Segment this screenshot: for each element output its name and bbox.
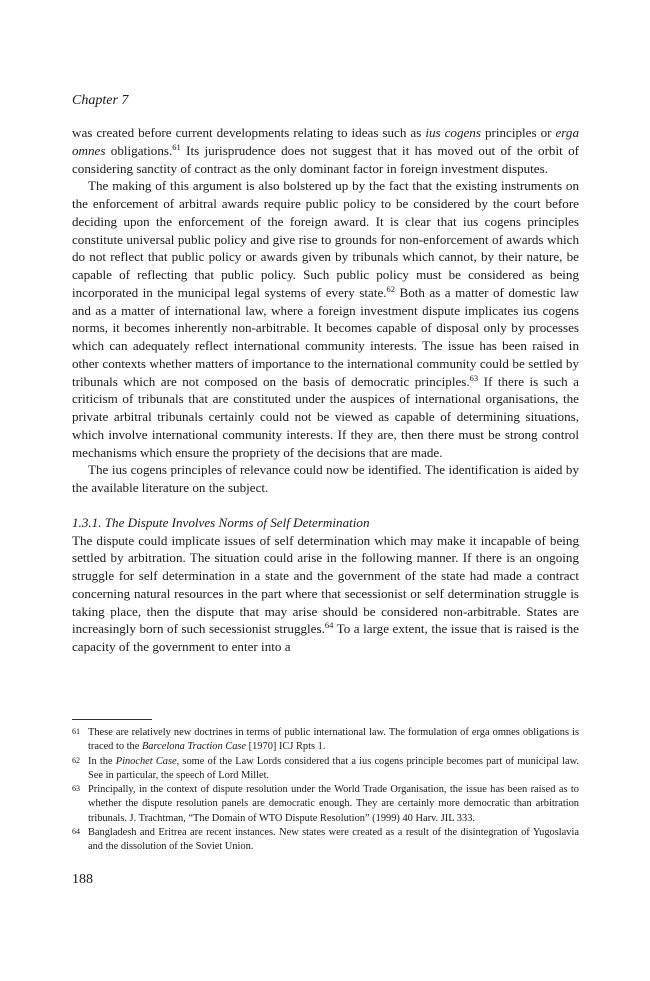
text-run: Its jurisprudence does not suggest that it has moved out of the orbit of considering sanctity of contract as the only dominant factor in foreign investment disputes. xyxy=(72,142,579,176)
text-run: Bangladesh and Eritrea are recent instances. New states were created as a result of the disintegration of Yugoslavia and the dissolution of the Soviet Union. xyxy=(88,827,579,853)
text-run: If there is such a criticism of tribunals that are constituted under the auspices of international organisations, the private arbitral tribunals certainly could not be viewed as capable of determining situations, which involve international community interests. If they are, then there must be strong control mechanisms which ensure the propriety of the decisions that are made. xyxy=(72,373,579,460)
text-run: , some of the Law Lords considered that a ius cogens principle becomes part of municipal law. See in particular, the speech of Lord Millet. xyxy=(88,755,579,781)
text-run: To a large extent, the issue that is raised is the capacity of the government to enter into a xyxy=(72,621,579,654)
footnote-ref-61[interactable]: 61 xyxy=(172,141,181,152)
italic-term: ius cogens xyxy=(425,125,481,140)
footnotes xyxy=(72,726,579,855)
page-number: 188 xyxy=(72,872,93,887)
body-text xyxy=(72,124,579,656)
text-run: In the xyxy=(88,755,116,767)
footnote-64 xyxy=(72,826,579,855)
text-run: Principally, in the context of dispute resolution under the World Trade Organisation, the issue has been raised as to whether the dispute resolution panels are democratic enough. They are certainly more democratic than arbitration tribunals. J. Trachtman, “The Domain of WTO Dispute Resolution” (1999) 40 Harv. JIL 333. xyxy=(88,784,579,824)
footnote-63 xyxy=(72,783,579,826)
footnote-number: 61 xyxy=(72,727,80,736)
text-run: obligations. xyxy=(105,142,173,158)
text-run: The making of this argument is also bolstered up by the fact that the existing instruments on the enforcement of arbitral awards require public policy to be considered by the court before deciding upon the enforcement of the foreign award. It is clear that ius cogens principles constitute universal public policy and give rise to grounds for non-enforcement of awards which do not reflect that public policy or awards given by tribunals which cannot, by their nature, be capable of reflecting that public policy. Such public policy must be considered as being incorporated in the municipal legal systems of every state. xyxy=(72,178,579,300)
text-run: [1970] ICJ Rpts 1. xyxy=(246,741,326,753)
italic-term: erga omnes xyxy=(72,125,579,158)
footnote-ref-63[interactable]: 63 xyxy=(469,372,479,383)
footnote-number: 63 xyxy=(72,784,80,794)
section-heading: 1.3.1. The Dispute Involves Norms of Self Determination xyxy=(72,514,370,530)
text-run: Both as a matter of domestic law and as a matter of international law, where a foreign investment dispute implicates ius cogens norms, it becomes inherently non-arbitrable. It becomes capable of disposal only by processes which can adequately reflect international community interests. The issue has been raised in other contexts whether matters of importance to the international community could be settled by tribunals which are not composed on the basis of democratic principles. xyxy=(72,284,579,389)
text-run: These are relatively new doctrines in terms of public international law. The formulation of erga omnes obligations is traced to the xyxy=(88,727,579,753)
footnote-ref-64[interactable]: 64 xyxy=(324,620,334,631)
paragraph-3: The ius cogens principles of relevance could now be identified. The identification is aided by the available literature on the subject. xyxy=(72,462,579,495)
text-run: was created before current developments relating to ideas such as xyxy=(72,125,426,140)
footnote-number: 62 xyxy=(72,755,80,765)
footnote-divider xyxy=(72,719,152,720)
case-name: Pinochet Case xyxy=(115,755,177,767)
paragraph-1 xyxy=(72,124,579,177)
footnote-ref-62[interactable]: 62 xyxy=(386,283,396,294)
footnote-62 xyxy=(72,755,579,784)
paragraph-2 xyxy=(72,177,579,461)
case-name: Barcelona Traction Case xyxy=(141,741,247,753)
text-run: principles or xyxy=(480,125,556,140)
running-head: Chapter 7 xyxy=(72,93,129,108)
footnote-61 xyxy=(72,726,579,755)
paragraph-4 xyxy=(72,532,579,656)
text-run: The dispute could implicate issues of self determination which may make it incapable of being settled by arbitration. The situation could arise in the following manner. If there is an ongoing struggle for self determination in a state and the government of the state had made a contract concerning natural resources in the part where that secessionist or self determination struggle is taking place, then the dispute that may arise should be considered non-arbitrable. States are increasingly born of such secessionist struggles. xyxy=(72,532,579,637)
footnote-number: 64 xyxy=(72,827,80,837)
